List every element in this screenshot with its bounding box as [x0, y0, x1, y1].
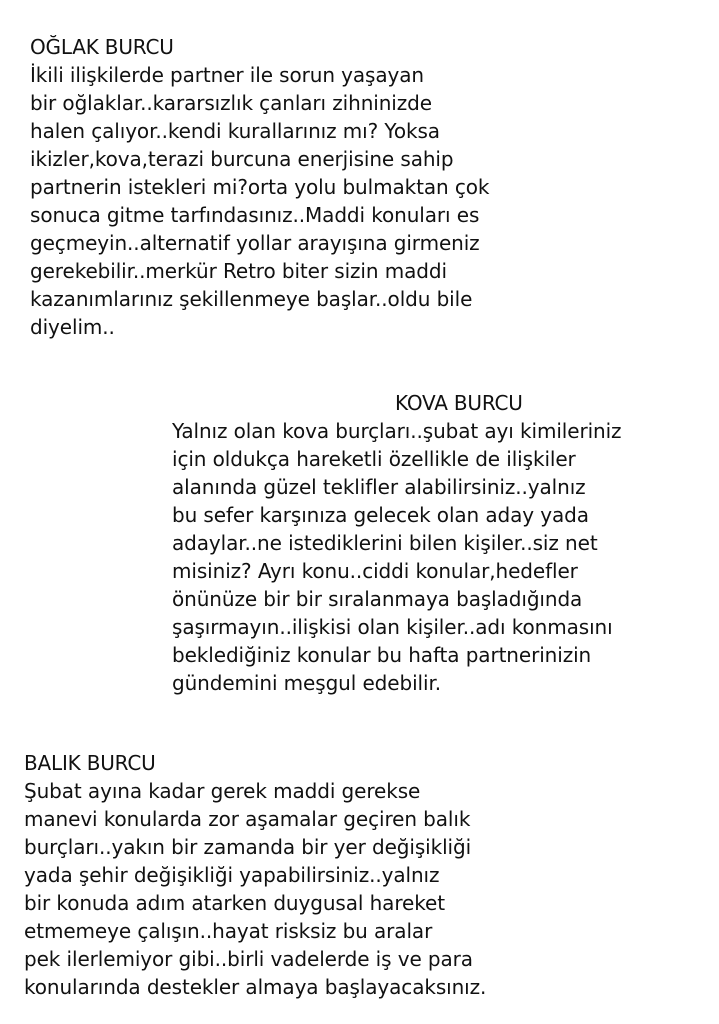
- text-line: önünüze bir bir sıralanmaya başladığında: [172, 587, 583, 611]
- text-line: pek ilerlemiyor gibi..birli vadelerde iş ve para: [24, 947, 473, 971]
- text-line: etmemeye çalışın..hayat risksiz bu aralar: [24, 919, 433, 943]
- section-title: OĞLAK BURCU: [30, 35, 174, 59]
- text-line: ikizler,kova,terazi burcuna enerjisine sahip: [30, 147, 454, 171]
- text-line: adaylar..ne istediklerini bilen kişiler..siz net: [172, 531, 598, 555]
- text-line: partnerin istekleri mi?orta yolu bulmaktan çok: [30, 175, 490, 199]
- text-line: diyelim..: [30, 315, 115, 339]
- text-line: bir konuda adım atarken duygusal hareket: [24, 891, 445, 915]
- text-line: Şubat ayına kadar gerek maddi gerekse: [24, 779, 421, 803]
- text-line: bu sefer karşınıza gelecek olan aday yada: [172, 503, 589, 527]
- text-line: konularında destekler almaya başlayacaksınız.: [24, 975, 487, 999]
- text-line: gerekebilir..merkür Retro biter sizin maddi: [30, 259, 447, 283]
- oglak-section: [30, 33, 505, 355]
- kova-section: [172, 389, 672, 704]
- text-line: bir oğlaklar..kararsızlık çanları zihninizde: [30, 91, 432, 115]
- text-line: yada şehir değişikliği yapabilirsiniz..yalnız: [24, 863, 440, 887]
- text-line: gündemini meşgul edebilir.: [172, 671, 441, 695]
- text-line: manevi konularda zor aşamalar geçiren balık: [24, 807, 471, 831]
- text-line: şaşırmayın..ilişkisi olan kişiler..adı konmasını: [172, 615, 613, 639]
- section-title: KOVA BURCU: [395, 391, 523, 415]
- text-line: Yalnız olan kova burçları..şubat ayı kimileriniz: [172, 419, 622, 443]
- text-line: için oldukça hareketli özellikle de ilişkiler: [172, 447, 576, 471]
- text-line: sonuca gitme tarfındasınız..Maddi konuları es: [30, 203, 480, 227]
- text-line: misiniz? Ayrı konu..ciddi konular,hedefler: [172, 559, 578, 583]
- balik-section: [24, 749, 554, 1014]
- text-line: geçmeyin..alternatif yollar arayışına girmeniz: [30, 231, 480, 255]
- text-line: alanında güzel teklifler alabilirsiniz..yalnız: [172, 475, 586, 499]
- text-line: kazanımlarınız şekillenmeye başlar..oldu bile: [30, 287, 473, 311]
- text-line: İkili ilişkilerde partner ile sorun yaşayan: [30, 63, 425, 87]
- text-line: halen çalıyor..kendi kurallarınız mı? Yoksa: [30, 119, 440, 143]
- text-line: burçları..yakın bir zamanda bir yer değişikliği: [24, 835, 472, 859]
- section-title: BALIK BURCU: [24, 751, 156, 775]
- text-line: beklediğiniz konular bu hafta partnerinizin: [172, 643, 592, 667]
